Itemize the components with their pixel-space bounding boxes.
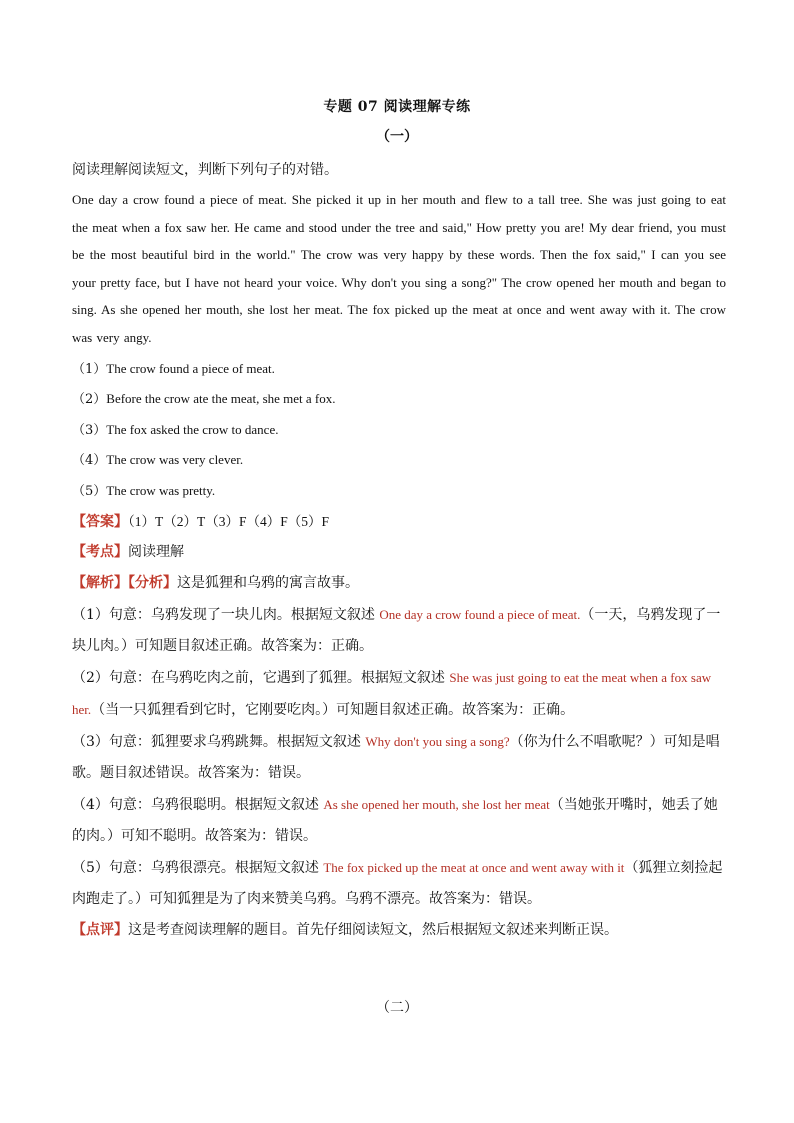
question-number: （4）: [72, 453, 107, 469]
kaodian-value: 阅读理解: [128, 544, 184, 561]
analysis-quote: Why don't you sing a song?: [365, 734, 510, 750]
question-item: [72, 354, 726, 385]
kaodian-line: [72, 537, 726, 568]
analysis-text: （你为什么不唱歌呢？）可知是唱歌。题目叙述错误。故答案为：错误。: [72, 734, 720, 782]
answer-value: （1）T（2）T（3）F（4）F（5）F: [128, 514, 330, 530]
question-item: [72, 445, 726, 476]
kaodian-tag: 【考点】: [72, 544, 128, 561]
question-text: The crow found a piece of meat.: [106, 360, 275, 376]
analysis-item: [72, 662, 726, 726]
comment-value: 这是考查阅读理解的题目。首先仔细阅读短文，然后根据短文叙述来判断正误。: [128, 922, 618, 939]
question-text: Before the crow ate the meat, she met a fox.: [106, 391, 336, 407]
content: [72, 158, 726, 946]
jiexi-value: 这是狐狸和乌鸦的寓言故事。: [177, 575, 359, 592]
analysis-quote: As she opened her mouth, she lost her meat: [323, 797, 550, 813]
analysis-item: [72, 852, 726, 915]
reading-passage: One day a crow found a piece of meat. She picked it up in her mouth and flew to a tall tree. She was just going to eat the meat when a fox saw her. He came and stood under the tree and said," How pretty you are! My dear friend, you must be the most beautiful bird in the world." The crow was very happy by these words. Then the fox said," I can you see your pretty face, but I have not heard your voice. Why don't you sing a song?" The crow opened her mouth and began to sing. As she opened her mouth, she lost her meat. The fox picked up the meat at once and went away with it. The crow was very angy.: [72, 192, 726, 345]
question-number: （1）: [72, 361, 107, 377]
jiexi-line: [72, 568, 726, 599]
instruction: 阅读理解阅读短文，判断下列句子的对错。: [72, 162, 338, 178]
question-list: [72, 354, 726, 507]
analysis-item: [72, 599, 726, 662]
question-number: （3）: [72, 422, 107, 438]
section-one-heading: （一）: [376, 129, 418, 145]
analysis-quote: One day a crow found a piece of meat.: [379, 607, 581, 623]
doc-title: 专题 07 阅读理解专练: [323, 99, 471, 115]
answer-tag: 【答案】: [72, 514, 128, 531]
analysis-text: （5）句意：乌鸦很漂亮。根据短文叙述: [72, 860, 324, 877]
jiexi-tag: 【解析】【分析】: [72, 575, 177, 592]
question-text: The fox asked the crow to dance.: [106, 421, 279, 437]
analysis-text: （4）句意：乌鸦很聪明。根据短文叙述: [72, 797, 324, 814]
analysis-item: [72, 726, 726, 789]
analysis-text: （3）句意：狐狸要求乌鸦跳舞。根据短文叙述: [72, 734, 366, 751]
question-text: The crow was very clever.: [106, 452, 244, 468]
analysis-quote: She was just going to eat the meat when a fox saw her.: [72, 670, 712, 718]
analysis-text: （2）句意：在乌鸦吃肉之前，它遇到了狐狸。根据短文叙述: [72, 670, 450, 687]
question-item: [72, 415, 726, 446]
question-text: The crow was pretty.: [106, 482, 216, 498]
analysis-item: [72, 789, 726, 852]
analysis-text: （当一只狐狸看到它时，它刚要吃肉。）可知题目叙述正确。故答案为：正确。: [91, 702, 575, 719]
comment-tag: 【点评】: [72, 922, 128, 939]
analysis-text: （狐狸立刻捡起肉跑走了。）可知狐狸是为了肉来赞美乌鸦。乌鸦不漂亮。故答案为：错误。: [72, 860, 723, 908]
question-number: （5）: [72, 483, 107, 499]
analysis-text: （1）句意：乌鸦发现了一块儿肉。根据短文叙述: [72, 607, 380, 624]
question-item: [72, 384, 726, 415]
question-item: [72, 476, 726, 507]
analysis-quote: The fox picked up the meat at once and went away with it: [323, 860, 625, 876]
answer-line: [72, 507, 726, 537]
section-two-heading: （二）: [376, 1000, 418, 1016]
analysis-text: （一天，乌鸦发现了一块儿肉。）可知题目叙述正确。故答案为：正确。: [72, 607, 721, 655]
analysis-text: （当她张开嘴时，她丢了她的肉。）可知不聪明。故答案为：错误。: [72, 797, 718, 845]
comment-line: [72, 915, 726, 946]
question-number: （2）: [72, 392, 107, 408]
